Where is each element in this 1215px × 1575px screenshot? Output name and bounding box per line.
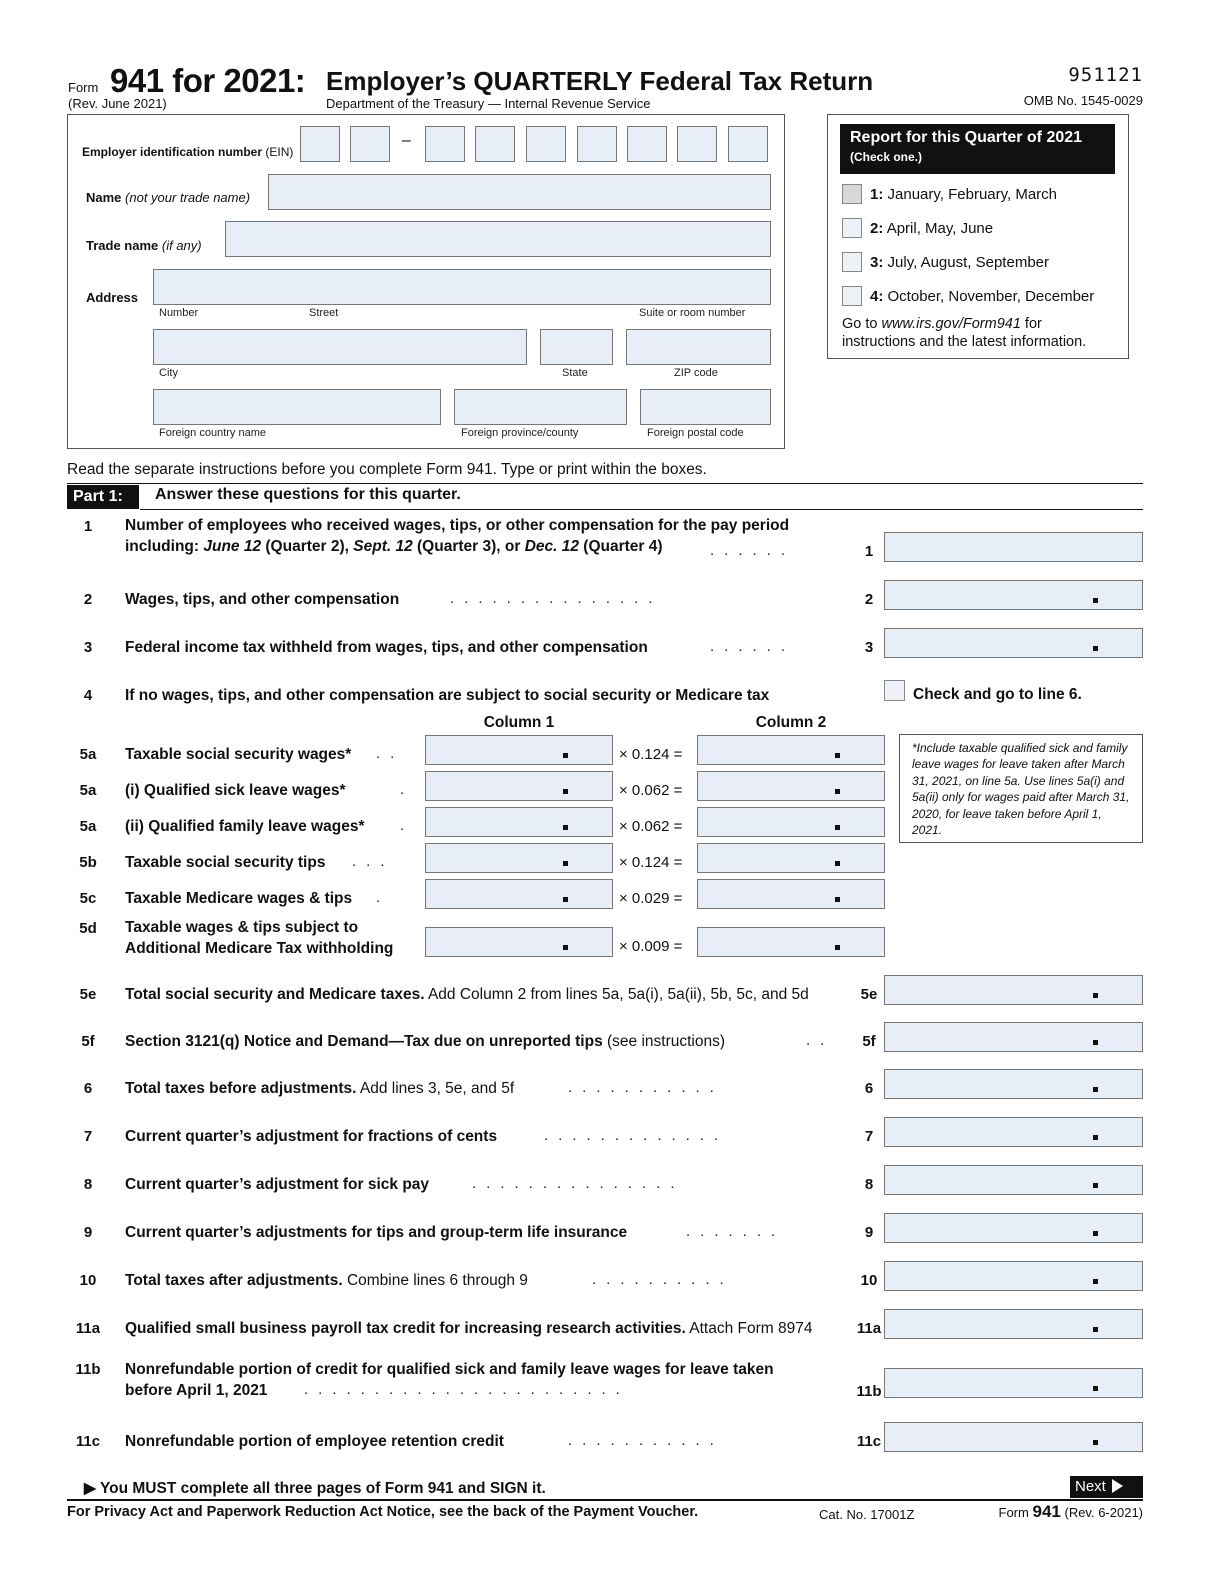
ein-label: Employer identification number (EIN) bbox=[82, 145, 294, 159]
line-10-amount[interactable] bbox=[884, 1261, 1143, 1291]
line-5a-leader: .. bbox=[376, 745, 405, 762]
name-label: Name (not your trade name) bbox=[86, 190, 251, 205]
ein-digit-6[interactable] bbox=[577, 126, 617, 162]
line-2-leader: ............... bbox=[450, 590, 663, 607]
line-2-ref: 2 bbox=[864, 591, 874, 608]
line-11b-ref: 11b bbox=[856, 1383, 882, 1400]
line-5aii-multiplier: × 0.062 = bbox=[619, 818, 683, 835]
line-9-amount[interactable] bbox=[884, 1213, 1143, 1243]
trade-name-label: Trade name (if any) bbox=[86, 238, 202, 253]
line-11c-ref: 11c bbox=[856, 1433, 882, 1450]
line-9-ref: 9 bbox=[864, 1224, 874, 1241]
line-5d-text: Taxable wages & tips subject to Additional Medicare Tax withholding bbox=[125, 919, 394, 957]
line-10-ref: 10 bbox=[860, 1272, 878, 1289]
footer-form-id: Form 941 (Rev. 6-2021) bbox=[998, 1502, 1143, 1521]
quarter-header bbox=[840, 124, 1115, 174]
column-2-header: Column 2 bbox=[755, 714, 827, 731]
sick-leave-note: *Include taxable qualified sick and family leave wages for leave taken after March 31, 2021, on line 5a. Use lines 5a(i) and 5a(ii) only for wages paid after March 31, 2020, for leave taken before April 1, 2021. bbox=[899, 734, 1143, 843]
quarter-3-label: 3: July, August, September bbox=[870, 254, 1049, 271]
line-10-leader: .......... bbox=[592, 1271, 734, 1288]
footer-rule bbox=[67, 1499, 1143, 1501]
quarter-2-checkbox[interactable] bbox=[842, 218, 862, 238]
line-8-leader: ............... bbox=[472, 1175, 685, 1192]
line-5b-column-1[interactable] bbox=[425, 843, 613, 873]
line-11c-number: 11c bbox=[75, 1433, 101, 1450]
line-4-text: If no wages, tips, and other compensation are subject to social security or Medicare tax bbox=[125, 687, 770, 704]
line-5a-column-1[interactable] bbox=[425, 735, 613, 765]
part1-bottom-rule bbox=[140, 509, 1143, 510]
line-9-number: 9 bbox=[83, 1224, 93, 1241]
line-5b-text: Taxable social security tips bbox=[125, 854, 326, 871]
zip-sublabel: ZIP code bbox=[674, 367, 718, 379]
line-5d-column-2[interactable] bbox=[697, 927, 885, 957]
line-7-number: 7 bbox=[83, 1128, 93, 1145]
city-field[interactable] bbox=[153, 329, 527, 365]
line-5d-multiplier: × 0.009 = bbox=[619, 938, 683, 955]
line-3-number: 3 bbox=[83, 639, 93, 656]
line-5c-column-1[interactable] bbox=[425, 879, 613, 909]
line-5aii-column-1[interactable] bbox=[425, 807, 613, 837]
name-field[interactable] bbox=[268, 174, 771, 210]
line-5ai-leader: . bbox=[400, 781, 415, 798]
line-5ai-column-2[interactable] bbox=[697, 771, 885, 801]
quarter-4-checkbox[interactable] bbox=[842, 286, 862, 306]
irs-link[interactable]: www.irs.gov/Form941 bbox=[881, 316, 1021, 332]
line-10-text: Total taxes after adjustments. Combine lines 6 through 9 bbox=[125, 1272, 528, 1289]
line-6-amount[interactable] bbox=[884, 1069, 1143, 1099]
quarter-1-checkbox[interactable] bbox=[842, 184, 862, 204]
line-5ai-column-1[interactable] bbox=[425, 771, 613, 801]
revision-date: (Rev. June 2021) bbox=[68, 96, 167, 111]
foreign-country-sublabel: Foreign country name bbox=[159, 427, 266, 439]
part1-top-rule bbox=[67, 483, 1143, 484]
line-11b-text: Nonrefundable portion of credit for qualified sick and family leave wages for leave taken before April 1, 2021 bbox=[125, 1361, 774, 1399]
line-5d-number: 5d bbox=[79, 920, 97, 937]
next-page-button[interactable] bbox=[1070, 1476, 1143, 1498]
line-5ai-text: (i) Qualified sick leave wages* bbox=[125, 782, 346, 799]
line-5c-number: 5c bbox=[79, 890, 97, 907]
line-5e-ref: 5e bbox=[860, 986, 878, 1003]
line-2-text: Wages, tips, and other compensation bbox=[125, 591, 400, 608]
quarter-4-label: 4: October, November, December bbox=[870, 288, 1095, 305]
suite-sublabel: Suite or room number bbox=[639, 307, 746, 319]
line-5a-column-2[interactable] bbox=[697, 735, 885, 765]
line-5e-number: 5e bbox=[79, 986, 97, 1003]
line-11a-number: 11a bbox=[75, 1320, 101, 1337]
line-8-amount[interactable] bbox=[884, 1165, 1143, 1195]
main-title: Employer’s QUARTERLY Federal Tax Return bbox=[326, 66, 874, 96]
line-8-number: 8 bbox=[83, 1176, 93, 1193]
quarter-subtitle: (Check one.) bbox=[850, 150, 923, 164]
line-11a-text: Qualified small business payroll tax credit for increasing research activities. Attach Form 8974 bbox=[125, 1320, 813, 1337]
line-11b-amount[interactable] bbox=[884, 1368, 1143, 1398]
foreign-province-sublabel: Foreign province/county bbox=[461, 427, 579, 439]
line-10-number: 10 bbox=[79, 1272, 97, 1289]
ein-digit-3[interactable] bbox=[425, 126, 465, 162]
line-6-ref: 6 bbox=[864, 1080, 874, 1097]
line-5c-text: Taxable Medicare wages & tips bbox=[125, 890, 353, 907]
line-7-text: Current quarter’s adjustment for fractions of cents bbox=[125, 1128, 498, 1145]
line-1-amount[interactable] bbox=[884, 532, 1143, 562]
line-1-number: 1 bbox=[83, 518, 93, 535]
line-5f-text: Section 3121(q) Notice and Demand—Tax due on unreported tips (see instructions) bbox=[125, 1033, 726, 1050]
part1-tag: Part 1: bbox=[67, 485, 139, 509]
line-6-leader: ........... bbox=[568, 1079, 724, 1096]
state-field[interactable] bbox=[540, 329, 613, 365]
trade-name-field[interactable] bbox=[225, 221, 771, 257]
line-5f-number: 5f bbox=[81, 1033, 95, 1050]
line-5e-amount[interactable] bbox=[884, 975, 1143, 1005]
line-5a-text: Taxable social security wages* bbox=[125, 746, 352, 763]
must-sign-notice: ▶ You MUST complete all three pages of Form 941 and SIGN it. bbox=[84, 1480, 546, 1497]
privacy-notice: For Privacy Act and Paperwork Reduction Act Notice, see the back of the Payment Voucher. bbox=[67, 1504, 699, 1520]
line-3-leader: ...... bbox=[710, 638, 796, 655]
line-11c-text: Nonrefundable portion of employee retention credit bbox=[125, 1433, 504, 1450]
line-8-text: Current quarter’s adjustment for sick pay bbox=[125, 1176, 430, 1193]
form-code: 951121 bbox=[1068, 64, 1143, 86]
ein-digit-1[interactable] bbox=[300, 126, 340, 162]
line-11a-amount[interactable] bbox=[884, 1309, 1143, 1339]
line-5a-number: 5a bbox=[79, 746, 97, 763]
city-sublabel: City bbox=[159, 367, 178, 379]
ein-digit-8[interactable] bbox=[677, 126, 717, 162]
omb-number: OMB No. 1545-0029 bbox=[1023, 93, 1143, 108]
line-3-text: Federal income tax withheld from wages, tips, and other compensation bbox=[125, 639, 648, 656]
line-5ai-number: 5a bbox=[79, 782, 97, 799]
line-9-leader: ....... bbox=[686, 1223, 786, 1240]
line-1-ref: 1 bbox=[864, 543, 874, 560]
line-5b-number: 5b bbox=[79, 854, 97, 871]
line-5c-leader: . bbox=[376, 889, 391, 906]
line-5aii-text: (ii) Qualified family leave wages* bbox=[125, 818, 365, 835]
catalog-number: Cat. No. 17001Z bbox=[819, 1507, 915, 1522]
street-address-field[interactable] bbox=[153, 269, 771, 305]
line-5d-column-1[interactable] bbox=[425, 927, 613, 957]
quarter-goto: Go to www.irs.gov/Form941 for instructions and the latest information. bbox=[842, 316, 1087, 350]
line-11c-leader: ........... bbox=[568, 1432, 724, 1449]
line-6-text: Total taxes before adjustments. Add lines 3, 5e, and 5f bbox=[125, 1080, 515, 1097]
quarter-title: Report for this Quarter of 2021 bbox=[850, 129, 1083, 146]
column-1-header: Column 1 bbox=[483, 714, 555, 731]
line-5f-ref: 5f bbox=[862, 1033, 876, 1050]
ein-digit-7[interactable] bbox=[627, 126, 667, 162]
line-5f-amount[interactable] bbox=[884, 1022, 1143, 1052]
line-3-amount[interactable] bbox=[884, 628, 1143, 658]
foreign-postal-field[interactable] bbox=[640, 389, 771, 425]
foreign-country-field[interactable] bbox=[153, 389, 441, 425]
line-5aii-leader: . bbox=[400, 817, 415, 834]
line-7-leader: ............. bbox=[544, 1127, 729, 1144]
ein-digit-2[interactable] bbox=[350, 126, 390, 162]
line-2-amount[interactable] bbox=[884, 580, 1143, 610]
line-7-ref: 7 bbox=[864, 1128, 874, 1145]
arrow-right-icon bbox=[1112, 1479, 1123, 1493]
line-5b-multiplier: × 0.124 = bbox=[619, 854, 683, 871]
line-11b-number: 11b bbox=[75, 1361, 101, 1378]
line-5ai-multiplier: × 0.062 = bbox=[619, 782, 683, 799]
next-label: Next bbox=[1075, 1478, 1106, 1495]
instructions-text: Read the separate instructions before you complete Form 941. Type or print within the boxes. bbox=[67, 461, 707, 478]
quarter-1-label: 1: January, February, March bbox=[870, 186, 1058, 203]
department: Department of the Treasury — Internal Revenue Service bbox=[326, 96, 651, 111]
line-1-leader: ...... bbox=[710, 542, 796, 559]
state-sublabel: State bbox=[562, 367, 588, 379]
line-5aii-column-2[interactable] bbox=[697, 807, 885, 837]
part1-title: Answer these questions for this quarter. bbox=[155, 486, 461, 503]
line-3-ref: 3 bbox=[864, 639, 874, 656]
quarter-3-checkbox[interactable] bbox=[842, 252, 862, 272]
line-7-amount[interactable] bbox=[884, 1117, 1143, 1147]
zip-field[interactable] bbox=[626, 329, 771, 365]
number-sublabel: Number bbox=[159, 307, 199, 319]
line-5c-multiplier: × 0.029 = bbox=[619, 890, 683, 907]
foreign-province-field[interactable] bbox=[454, 389, 627, 425]
street-sublabel: Street bbox=[309, 307, 339, 319]
line-4-checkbox[interactable] bbox=[884, 680, 905, 701]
line-8-ref: 8 bbox=[864, 1176, 874, 1193]
line-5e-text: Total social security and Medicare taxes. Add Column 2 from lines 5a, 5a(i), 5a(ii), 5b, 5c, and 5d bbox=[125, 986, 809, 1003]
line-5b-leader: ... bbox=[352, 853, 395, 870]
line-9-text: Current quarter’s adjustments for tips and group-term life insurance bbox=[125, 1224, 628, 1241]
line-11b-leader: ....................... bbox=[304, 1381, 630, 1398]
line-5b-column-2[interactable] bbox=[697, 843, 885, 873]
quarter-2-label: 2: April, May, June bbox=[870, 220, 994, 237]
line-4-number: 4 bbox=[83, 687, 93, 704]
line-2-number: 2 bbox=[83, 591, 93, 608]
ein-digit-5[interactable] bbox=[526, 126, 566, 162]
form-title: 941 for 2021: bbox=[110, 62, 306, 99]
line-5a-multiplier: × 0.124 = bbox=[619, 746, 683, 763]
foreign-postal-sublabel: Foreign postal code bbox=[647, 427, 744, 439]
ein-digit-9[interactable] bbox=[728, 126, 768, 162]
ein-digit-4[interactable] bbox=[475, 126, 515, 162]
line-6-number: 6 bbox=[83, 1080, 93, 1097]
line-4-check-label: Check and go to line 6. bbox=[913, 686, 1082, 703]
line-5aii-number: 5a bbox=[79, 818, 97, 835]
line-1-text: Number of employees who received wages, tips, or other compensation for the pay period including: June 12 (Quarter 2), Sept. 12 (Quarter 3), or Dec. 12 (Quarter 4) bbox=[125, 517, 790, 555]
line-11a-ref: 11a bbox=[856, 1320, 882, 1337]
form-label: Form bbox=[68, 80, 99, 95]
address-label: Address bbox=[86, 290, 139, 305]
line-5c-column-2[interactable] bbox=[697, 879, 885, 909]
ein-dash: – bbox=[402, 132, 411, 149]
line-11c-amount[interactable] bbox=[884, 1422, 1143, 1452]
line-5f-leader: .. bbox=[806, 1032, 835, 1049]
